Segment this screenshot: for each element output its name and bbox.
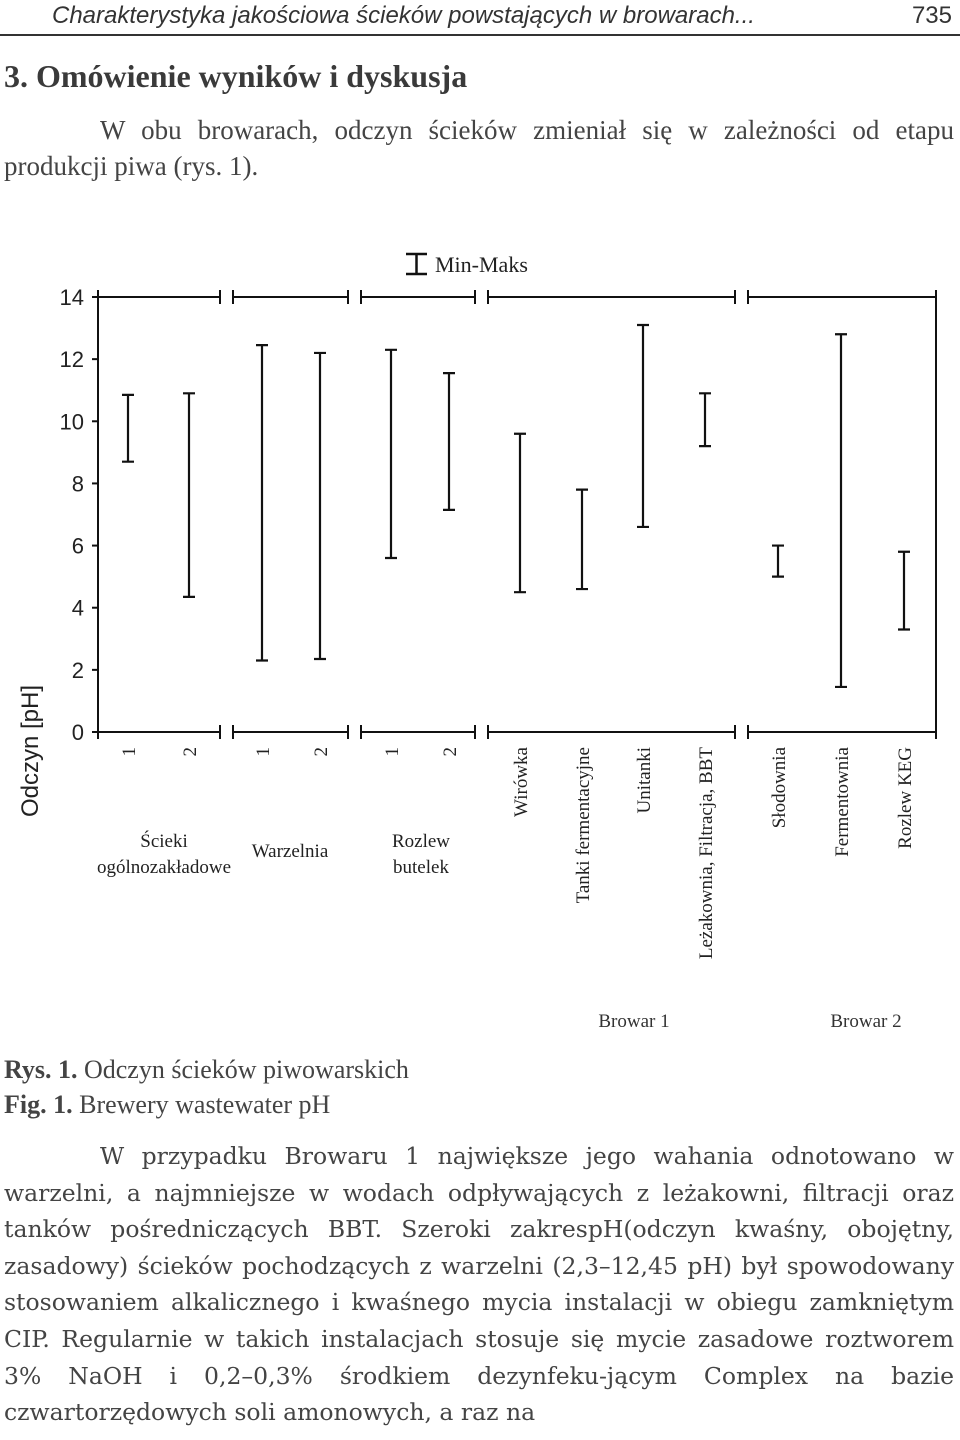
group-label: Warzelnia: [251, 841, 329, 862]
chart-frame-panel: [98, 290, 220, 739]
caption-pl: [4, 1055, 409, 1085]
caption-en: [4, 1090, 330, 1120]
legend-range-symbol: [406, 254, 427, 274]
range-bars: [122, 325, 910, 687]
range-bar: [699, 393, 711, 446]
page-number: 735: [911, 2, 952, 29]
x-axis-labels: [119, 746, 916, 959]
range-bar: [443, 373, 455, 510]
x-tick-label: Tanki fermentacyjne: [573, 747, 594, 904]
x-tick-label: Fermentownia: [832, 747, 853, 857]
chart-legend: [406, 252, 528, 277]
range-bar: [183, 393, 195, 597]
paragraph-intro: W obu browarach, odczyn ścieków zmieniał się w zależności od etapu produkcji piwa (rys. 1).: [4, 115, 954, 181]
section-title: 3. Omówienie wyników i dyskusja: [4, 58, 468, 94]
y-axis-ticks: [60, 285, 98, 745]
caption-pl-text: Odczyn ścieków piwowarskich: [83, 1055, 409, 1084]
x-tick-label: 1: [253, 747, 274, 757]
y-tick-label: 2: [71, 657, 84, 683]
x-tick-label: Unitanki: [634, 747, 655, 814]
x-tick-label: 2: [440, 747, 461, 757]
group-label: ogólnozakładowe: [96, 857, 232, 878]
range-bar: [256, 345, 268, 660]
paragraph-discussion-text: W przypadku Browaru 1 największe jego wahania odnotowano w warzelni, a najmniejsze w wodach odpływających z leżakowni, filtracji oraz tanków pośredniczących BBT. Szeroki zakrespH(odczyn kwaśny, obojętny, zasadowy) ścieków pochodzących z warzelni (2,3–12,45 pH) był spowodowany stosowaniem alkalicznego i kwaśnego mycia instalacji w obiegu zamkniętym CIP. Regularnie w takich instalacjach stosuje się mycie zasadowe roztworem 3% NaOH i 0,2–0,3% środkiem dezynfeku-jącym Complex na bazie czwartorzędowych soli amonowych, a raz na: [4, 1142, 954, 1427]
caption-pl-label: Rys. 1.: [4, 1055, 78, 1084]
y-axis-label: Odczyn [pH]: [17, 684, 44, 818]
y-tick-label: 12: [59, 347, 84, 373]
range-bar: [898, 552, 910, 630]
x-tick-label: Rozlew KEG: [895, 747, 916, 849]
group-label: Ścieki: [140, 831, 188, 852]
y-tick-label: 14: [59, 285, 84, 310]
paragraph-discussion: [4, 1138, 954, 1431]
group-label: butelek: [393, 857, 449, 878]
y-tick-label: 10: [59, 409, 84, 435]
range-bar: [835, 334, 847, 687]
x-tick-label: Słodownia: [769, 747, 790, 829]
y-tick-label: 6: [71, 533, 84, 559]
range-bar: [314, 353, 326, 659]
brewery-label: Browar 1: [598, 1011, 670, 1032]
y-tick-label: 4: [71, 595, 84, 621]
range-bar: [772, 546, 784, 577]
chart-frames: [98, 290, 936, 739]
running-title: Charakterystyka jakościowa ścieków powstających w browarach...: [52, 2, 755, 29]
x-tick-label: Wirówka: [511, 747, 532, 817]
x-tick-label: 2: [311, 747, 332, 757]
caption-en-text: Brewery wastewater pH: [79, 1090, 331, 1119]
range-bar: [514, 434, 526, 592]
chart-frame-panel: [361, 290, 475, 739]
y-tick-label: 0: [71, 720, 84, 745]
x-tick-label: 1: [382, 747, 403, 757]
range-bar: [385, 350, 397, 558]
group-label: Rozlew: [391, 831, 451, 852]
x-tick-label: 1: [119, 747, 140, 757]
brewery-labels: [598, 1011, 901, 1032]
x-tick-label: Leżakownia, Filtracja, BBT: [696, 747, 717, 960]
page-header: [0, 0, 960, 36]
brewery-label: Browar 2: [830, 1011, 902, 1032]
x-tick-label: 2: [180, 747, 201, 757]
legend-label: Min-Maks: [435, 252, 528, 277]
y-tick-label: 8: [71, 471, 84, 497]
range-bar: [122, 395, 134, 462]
chart-frame-panel: [488, 290, 735, 739]
range-bar: [637, 325, 649, 527]
range-bar: [576, 490, 588, 589]
chart-frame-panel: [233, 290, 348, 739]
caption-en-label: Fig. 1.: [4, 1090, 73, 1119]
group-labels: [97, 830, 450, 878]
ph-range-chart: [0, 235, 960, 1035]
